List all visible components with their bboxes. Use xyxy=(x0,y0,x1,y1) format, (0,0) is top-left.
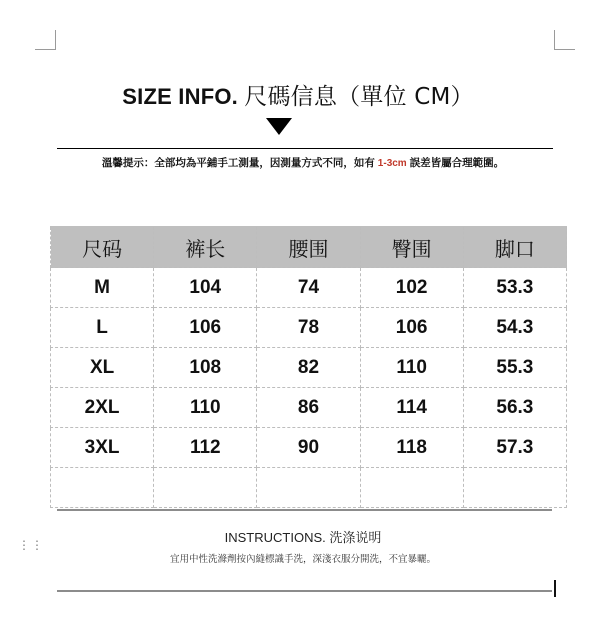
instructions-bottom-divider xyxy=(57,590,552,592)
cell-pants-length: 112 xyxy=(154,428,257,468)
cell-waist: 86 xyxy=(257,388,360,428)
size-table xyxy=(50,226,567,508)
title-divider xyxy=(57,148,553,149)
table-row xyxy=(51,348,567,388)
instructions-text: 宜用中性洗滌劑按內縫標識手洗，深淺衣服分開洗，不宜暴曬。 xyxy=(169,554,436,565)
cell-leg-opening: 56.3 xyxy=(463,388,566,428)
instructions-top-divider xyxy=(57,509,552,511)
table-row xyxy=(51,388,567,428)
down-triangle-icon xyxy=(266,118,292,135)
cell-hip: 106 xyxy=(360,308,463,348)
note-text-after: 誤差皆屬合理範圍。 xyxy=(409,157,505,169)
header-hip: 臀围 xyxy=(360,227,463,268)
cell-waist: 90 xyxy=(257,428,360,468)
cell-leg-opening: 54.3 xyxy=(463,308,566,348)
cell-leg-opening: 57.3 xyxy=(463,428,566,468)
cell-leg-opening: 55.3 xyxy=(463,348,566,388)
title-chinese: 尺碼信息（單位 CM） xyxy=(244,84,474,110)
table-row xyxy=(51,268,567,308)
cell-size: 2XL xyxy=(51,388,154,428)
cell-leg-opening xyxy=(463,468,566,508)
note-range: 1-3cm xyxy=(377,158,407,169)
cell-waist: 82 xyxy=(257,348,360,388)
table-row xyxy=(51,308,567,348)
cell-waist: 74 xyxy=(257,268,360,308)
text-cursor xyxy=(554,580,556,597)
crop-mark-top-left-horizontal xyxy=(35,49,56,50)
cell-pants-length: 106 xyxy=(154,308,257,348)
cell-pants-length xyxy=(154,468,257,508)
crop-mark-top-right-vertical xyxy=(554,30,555,49)
cell-waist xyxy=(257,468,360,508)
header-size: 尺码 xyxy=(51,227,154,268)
cell-waist: 78 xyxy=(257,308,360,348)
cell-pants-length: 108 xyxy=(154,348,257,388)
cell-leg-opening: 53.3 xyxy=(463,268,566,308)
size-info-title xyxy=(0,78,596,111)
cell-size: L xyxy=(51,308,154,348)
header-leg-opening: 脚口 xyxy=(463,227,566,268)
cell-size: M xyxy=(51,268,154,308)
crop-mark-top-right-horizontal xyxy=(554,49,575,50)
table-row xyxy=(51,428,567,468)
cell-pants-length: 110 xyxy=(154,388,257,428)
cell-hip: 114 xyxy=(360,388,463,428)
note-text-before: 溫馨提示：全部均為平鋪手工測量，因測量方式不同，如有 xyxy=(101,157,375,169)
drag-handle-icon[interactable]: ⋮⋮ xyxy=(18,538,44,552)
header-pants-length: 裤长 xyxy=(154,227,257,268)
instructions-title: INSTRUCTIONS. 洗涤说明 xyxy=(224,530,382,545)
cell-hip xyxy=(360,468,463,508)
cell-size: XL xyxy=(51,348,154,388)
table-header-row xyxy=(51,227,567,268)
header-waist: 腰围 xyxy=(257,227,360,268)
cell-hip: 118 xyxy=(360,428,463,468)
crop-mark-top-left-vertical xyxy=(55,30,56,49)
cell-size xyxy=(51,468,154,508)
cell-hip: 102 xyxy=(360,268,463,308)
cell-pants-length: 104 xyxy=(154,268,257,308)
cell-hip: 110 xyxy=(360,348,463,388)
table-row-empty xyxy=(51,468,567,508)
measurement-note xyxy=(0,155,606,170)
title-english: SIZE INFO. xyxy=(122,84,238,109)
cell-size: 3XL xyxy=(51,428,154,468)
